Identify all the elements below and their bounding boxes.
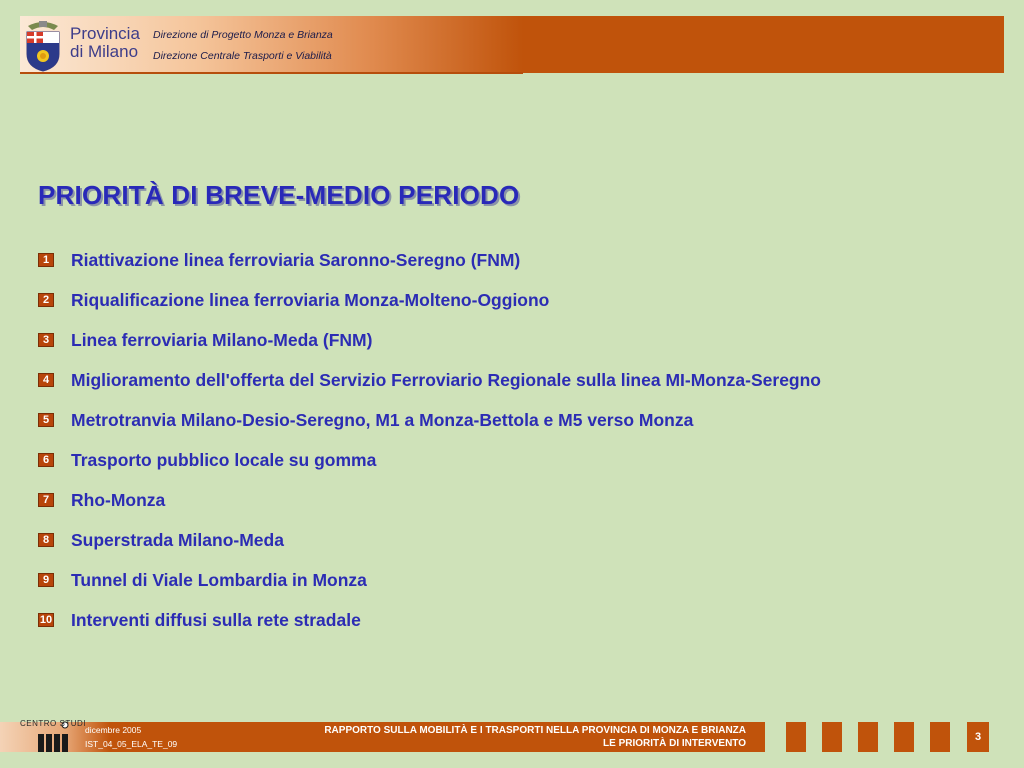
provincia-logo-text	[70, 25, 150, 61]
footer-square	[822, 722, 842, 752]
header-divider	[20, 72, 523, 74]
footer-title	[324, 724, 746, 750]
item-number-badge: 9	[38, 573, 54, 587]
dept-line-1: Direzione di Progetto Monza e Brianza	[153, 29, 333, 41]
item-text: Interventi diffusi sulla rete stradale	[71, 609, 361, 630]
item-number-badge: 1	[38, 253, 54, 267]
centro-studi-label: CENTRO STUDI	[20, 719, 86, 728]
footer-code: IST_04_05_ELA_TE_09	[85, 739, 178, 749]
footer-title-line-1: RAPPORTO SULLA MOBILITÀ E I TRASPORTI NELLA PROVINCIA DI MONZA E BRIANZA	[324, 725, 746, 736]
footer-square	[858, 722, 878, 752]
item-number-badge: 6	[38, 453, 54, 467]
list-item	[38, 600, 821, 640]
list-item	[38, 520, 821, 560]
priority-list	[38, 240, 821, 640]
item-number-badge: 5	[38, 413, 54, 427]
list-item	[38, 560, 821, 600]
item-number-badge: 8	[38, 533, 54, 547]
dept-line-2: Direzione Centrale Trasporti e Viabilità	[153, 50, 332, 62]
footer-square	[894, 722, 914, 752]
item-text: Trasporto pubblico locale su gomma	[71, 449, 377, 470]
footer-date: dicembre 2005	[85, 725, 142, 735]
item-text: Riqualificazione linea ferroviaria Monza-Molteno-Oggiono	[71, 289, 550, 310]
footer-title-line-2: LE PRIORITÀ DI INTERVENTO	[603, 738, 746, 749]
item-number-badge: 2	[38, 293, 54, 307]
list-item	[38, 440, 821, 480]
list-item	[38, 400, 821, 440]
footer-square	[930, 722, 950, 752]
list-item	[38, 480, 821, 520]
item-text: Tunnel di Viale Lombardia in Monza	[71, 569, 367, 590]
list-item	[38, 280, 821, 320]
item-text: Superstrada Milano-Meda	[71, 529, 284, 550]
list-item	[38, 240, 821, 280]
page-number: 3	[967, 722, 989, 752]
list-item	[38, 360, 821, 400]
logo-line-1: Provincia	[70, 24, 140, 43]
logo-line-2: di Milano	[70, 42, 139, 61]
item-number-badge: 3	[38, 333, 54, 347]
footer-square	[786, 722, 806, 752]
item-text: Rho-Monza	[71, 489, 166, 510]
item-text: Miglioramento dell'offerta del Servizio Ferroviario Regionale sulla linea MI-Monza-Seregno	[71, 369, 821, 390]
slide-title: PRIORITÀ DI BREVE-MEDIO PERIODO	[38, 180, 520, 210]
item-number-badge: 7	[38, 493, 54, 507]
item-text: Linea ferroviaria Milano-Meda (FNM)	[71, 329, 373, 350]
item-number-badge: 4	[38, 373, 54, 387]
item-text: Riattivazione linea ferroviaria Saronno-Seregno (FNM)	[71, 249, 521, 270]
provincia-emblem-icon	[24, 20, 62, 72]
item-text: Metrotranvia Milano-Desio-Seregno, M1 a Monza-Bettola e M5 verso Monza	[71, 409, 694, 430]
list-item	[38, 320, 821, 360]
item-number-badge: 10	[39, 614, 53, 626]
